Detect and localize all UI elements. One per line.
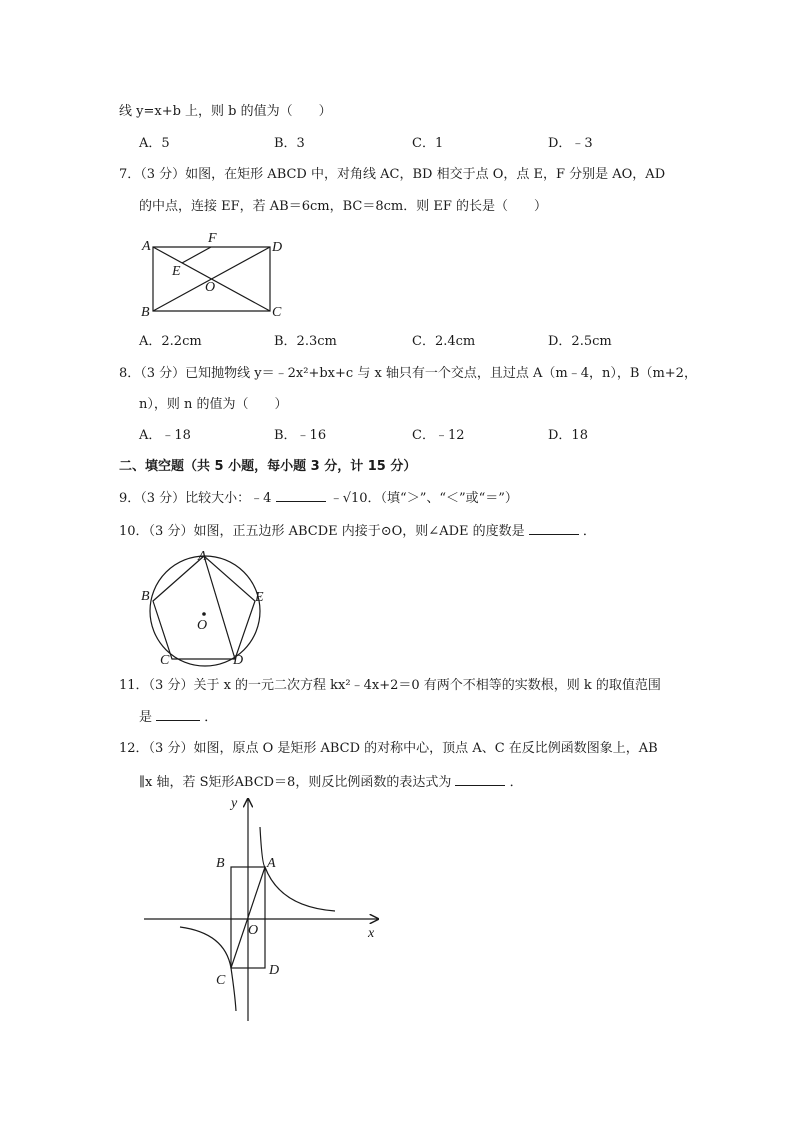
label-b: B xyxy=(141,305,150,320)
q7-option-b: B．2.3cm xyxy=(274,334,337,349)
q8-option-a: A．﹣18 xyxy=(139,428,191,443)
q8-option-c: C．﹣12 xyxy=(412,428,465,443)
q10-text-after: ． xyxy=(582,524,596,539)
q10-stem xyxy=(119,522,596,541)
q12-text-after: ． xyxy=(509,775,523,790)
label-o: O xyxy=(197,618,208,633)
q6-continuation: 线 y=x+b 上，则 b 的值为（ ） xyxy=(119,104,332,119)
label-c: C xyxy=(216,973,226,988)
q8-option-d: D．18 xyxy=(548,428,588,443)
label-d: D xyxy=(233,653,244,668)
q7-stem-line2: 的中点，连接 EF，若 AB＝6cm，BC＝8cm．则 EF 的长是（ ） xyxy=(139,199,547,214)
q6-option-a: A．5 xyxy=(139,136,170,151)
q6-option-c: C．1 xyxy=(412,136,444,151)
q9-answer-blank[interactable] xyxy=(276,489,326,502)
label-b: B xyxy=(216,856,225,871)
q8-stem-line2: n），则 n 的值为（ ） xyxy=(139,397,288,412)
q7-option-d: D．2.5cm xyxy=(548,334,612,349)
q8-stem-line1: 8．（3 分）已知抛物线 y＝﹣2x²+bx+c 与 x 轴只有一个交点，且过点 A（m﹣4，n），B（m+2， xyxy=(119,366,697,381)
q9-text-after: ﹣√10．（填“＞”、“＜”或“＝”） xyxy=(329,491,518,506)
label-b: B xyxy=(141,589,150,604)
q10-answer-blank[interactable] xyxy=(529,522,579,535)
q7-rectangle-figure xyxy=(138,230,298,320)
q11-stem-line1: 11．（3 分）关于 x 的一元二次方程 kx²﹣4x+2＝0 有两个不相等的实数根，则 k 的取值范围 xyxy=(119,678,661,693)
label-c: C xyxy=(272,305,282,320)
label-a: A xyxy=(267,856,276,871)
label-c: C xyxy=(160,653,170,668)
pentagon-abcde xyxy=(153,556,255,659)
q10-pentagon-figure xyxy=(135,545,275,670)
segment-ad xyxy=(204,556,235,659)
q7-option-c: C．2.4cm xyxy=(412,334,476,349)
center-dot xyxy=(202,612,206,616)
label-d: D xyxy=(272,240,283,255)
label-a: A xyxy=(142,239,151,254)
q11-text-before: 是 xyxy=(139,710,153,725)
hyperbola-branch-2 xyxy=(180,927,236,1011)
q9-stem xyxy=(119,489,518,508)
q12-stem-line2 xyxy=(139,773,523,792)
label-e: E xyxy=(255,590,264,605)
q12-answer-blank[interactable] xyxy=(455,773,505,786)
q6-option-b: B．3 xyxy=(274,136,305,151)
q7-stem-line1: 7．（3 分）如图，在矩形 ABCD 中，对角线 AC，BD 相交于点 O，点 E，F 分别是 AO，AD xyxy=(119,167,666,182)
section-fill-in-title: 二、填空题（共 5 小题，每小题 3 分，计 15 分） xyxy=(119,459,417,474)
label-d: D xyxy=(269,963,280,978)
q7-option-a: A．2.2cm xyxy=(139,334,202,349)
label-x: x xyxy=(368,926,375,941)
q11-stem-line2 xyxy=(139,708,217,727)
q12-stem-line1: 12．（3 分）如图，原点 O 是矩形 ABCD 的对称中心，顶点 A、C 在反比例函数图象上，AB xyxy=(119,741,658,756)
label-o: O xyxy=(248,923,259,938)
label-e: E xyxy=(172,264,181,279)
label-f: F xyxy=(208,231,217,246)
label-y: y xyxy=(231,796,238,811)
segment-ef xyxy=(182,247,211,263)
q12-coordinate-figure xyxy=(140,795,390,1030)
q11-answer-blank[interactable] xyxy=(156,708,200,721)
q9-text-before: 9．（3 分）比较大小：﹣4 xyxy=(119,491,272,506)
label-a: A xyxy=(198,549,207,564)
q10-text-before: 10．（3 分）如图，正五边形 ABCDE 内接于⊙O，则∠ADE 的度数是 xyxy=(119,524,525,539)
q6-option-d: D．﹣3 xyxy=(548,136,593,151)
q8-option-b: B．﹣16 xyxy=(274,428,327,443)
circle-o xyxy=(150,556,260,666)
label-o: O xyxy=(205,280,216,295)
q11-text-after: ． xyxy=(204,710,218,725)
q12-text-before: ∥x 轴，若 S矩形ABCD＝8，则反比例函数的表达式为 xyxy=(139,775,452,790)
